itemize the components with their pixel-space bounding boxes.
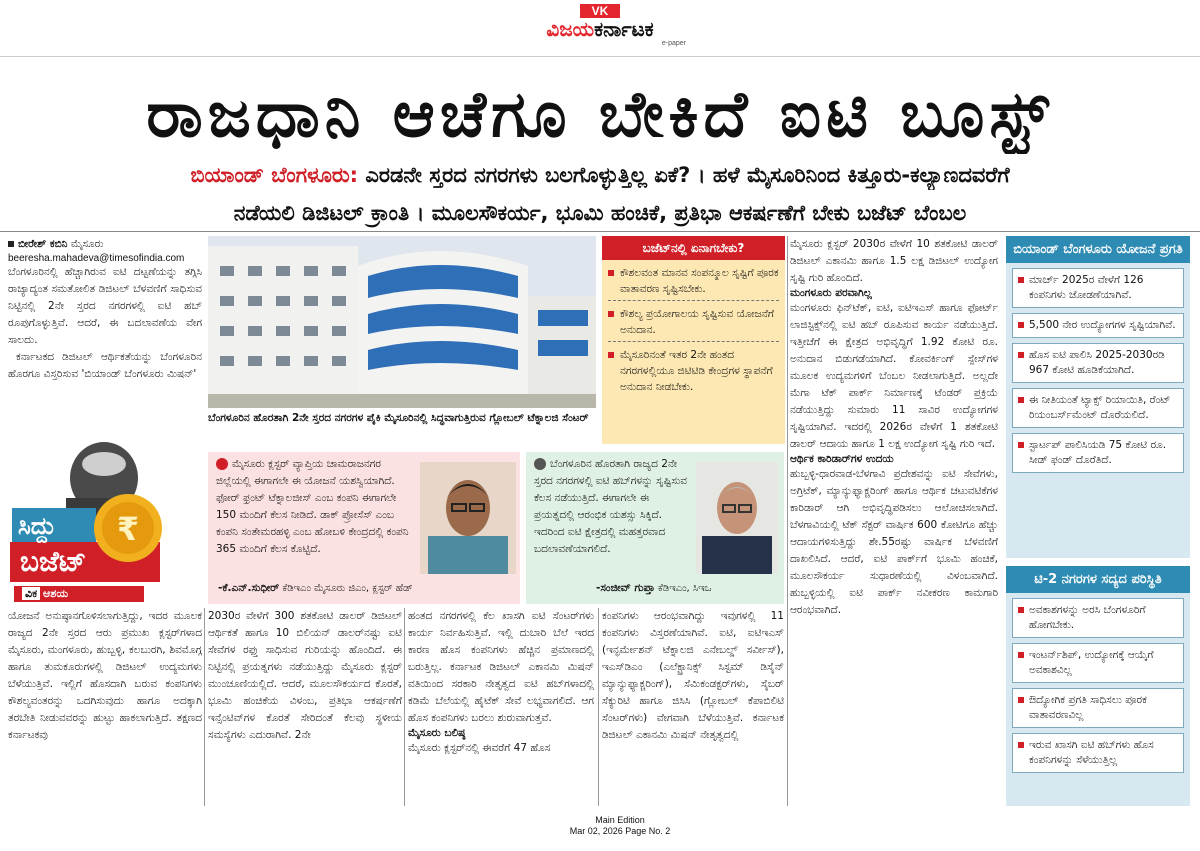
paragraph: ಹಂತದ ನಗರಗಳಲ್ಲಿ ಕೆಲ ಖಾಸಗಿ ಐಟಿ ಸೆಂಟರ್‌ಗಳು ಕಾರ್ಯ ನಿರ್ವಹಿಸುತ್ತಿವೆ. ಇಲ್ಲಿ ದುಬಾರಿ ಬೆಲೆ ಇರದ ಕಾರಣ ಹೊಸ ಕಂಪನಿಗಳು ಹೆಚ್ಚಿನ ಪ್ರಮಾಣದಲ್ಲಿ ಬರುತ್ತಿಲ್ಲ. ಕರ್ನಾಟಕ ಡಿಜಿಟಲ್ ಎಕಾನಮಿ ಮಿಷನ್ ವತಿಯಿಂದ ಸರಕಾರಿ ನೇತೃತ್ವದ ಐಟಿ ಹಬ್‌ಗಳಾದಲ್ಲಿ ಕಡಿಮೆ ಬೆಲೆಯಲ್ಲಿ ಹೈಟೆಕ್ ಸೇವೆ ಲಭ್ಯವಾಗಲಿದೆ. ಆಗ ಹೊಸ ಕಂಪನಿಗಳು ಬರಲು ಶುರುವಾಗುತ್ತವೆ. (408, 610, 594, 724)
date-page-label: Mar 02, 2026 Page No. 2 (569, 826, 671, 836)
beyond-bengaluru-progress-box (1006, 236, 1190, 558)
paragraph: ಮೈಸೂರು ಕ್ಲಸ್ಟರ್ 2030ರ ವೇಳೆಗೆ 10 ಶತಕೋಟಿ ಡಾಲರ್ ಡಿಜಿಟಲ್ ಎಕಾನಮಿ ಹಾಗೂ 1.5 ಲಕ್ಷ ಡಿಜಿಟಲ್ ಉದ್ಯೋಗ ಸೃಷ್ಟಿ ಗುರಿ ಹೊಂದಿದೆ. (790, 238, 998, 284)
bullet-dot (216, 458, 228, 470)
paragraph: ಬೆಂಗಳೂರಿನಲ್ಲಿ ಹೆಚ್ಚಾಗಿರುವ ಐಟಿ ದಟ್ಟಣೆಯನ್ನು ತಗ್ಗಿಸಿ ರಾಜ್ಯಾದ್ಯಂತ ಸಮತೋಲಿತ ಡಿಜಿಟಲ್ ಬೆಳವಣಿಗೆ ಸಾಧಿಸುವ ನಿಟ್ಟಿನಲ್ಲಿ 2ನೇ ಸ್ತರದ ನಗರಗಳಲ್ಲಿ ಐಟಿ ಹಬ್ ರೂಪುಗೊಳ್ಳುತ್ತಿವೆ. ಆದರೆ, ಈ ಬದಲಾವಣೆಯ ವೇಗ ಸಾಲದು. (8, 266, 202, 346)
column-4-bottom (602, 608, 784, 808)
budget-expectations-box (602, 236, 785, 444)
sidebar-title: ಬಿಯಾಂಡ್ ಬೆಂಗಳೂರು ಯೋಜನೆ ಪ್ರಗತಿ (1006, 236, 1190, 263)
paper-name: ವಿಜಯಕರ್ನಾಟಕ (546, 17, 654, 41)
column-2-bottom (208, 608, 402, 808)
building-illustration (208, 236, 596, 408)
column-divider (404, 608, 405, 806)
siddu-budget-logo (6, 438, 202, 602)
tech-center-photo (208, 236, 596, 408)
column-1-top (8, 236, 202, 436)
list-item: ಮಾರ್ಚ್ 2025ರ ವೇಳೆಗೆ 126 ಕಂಪನಿಗಳು ಜೋಡಣೆಯಾಗಿವೆ. (1012, 268, 1184, 308)
list-item: ಮೈಸೂರಿನಂತೆ ಇತರ 2ನೇ ಹಂತದ ನಗರಗಳಲ್ಲಿಯೂ ಜಿಟಿಟಿಡಿ ಕೇಂದ್ರಗಳ ಸ್ಥಾಪನೆಗೆ ಅನುದಾನ ನೀಡಬೇಕು. (608, 345, 779, 398)
quote-box-sudhir (208, 452, 520, 604)
list-item: ಕೌಶಲ್ಯ ಪ್ರಯೋಗಾಲಯ ಸೃಷ್ಟಿಸುವ ಯೋಜನೆಗೆ ಅನುದಾನ. (608, 304, 779, 342)
list-item: ಸ್ಟಾರ್ಟಪ್ ಪಾಲಿಸಿಯಡಿ 75 ಕೋಟಿ ರೂ. ಸೀಡ್ ಫಂಡ್ ದೊರೆತಿದೆ. (1012, 433, 1184, 473)
list-item: ಈ ನೀತಿಯಂತೆ ಟ್ಯಾಕ್ಸ್ ರಿಯಾಯಿತಿ, ರೆಂಟ್ ರಿಯಂಬರ್ಸ್‌ಮೆಂಟ್ ದೊರೆಯಲಿದೆ. (1012, 388, 1184, 428)
headline: ರಾಜಧಾನಿ ಆಚೆಗೂ ಬೇಕಿದೆ ಐಟಿ ಬೂಸ್ಟ್ (146, 78, 1054, 152)
deck-line-1: ಬಿಯಾಂಡ್ ಬೆಂಗಳೂರು: ಎರಡನೇ ಸ್ತರದ ನಗರಗಳು ಬಲಗೊಳ್ಳುತ್ತಿಲ್ಲ ಏಕೆ? । ಹಳೆ ಮೈಸೂರಿನಿಂದ ಕಿತ್ತೂರು-ಕಲ್ಯಾಣದವರೆಗೆ (190, 163, 1010, 187)
page-footer (540, 815, 700, 837)
list-item: ಕೌಶಲವಂತ ಮಾನವ ಸಂಪನ್ಮೂಲ ಸೃಷ್ಟಿಗೆ ಪೂರಕ ವಾತಾವರಣ ಸೃಷ್ಟಿಸಬೇಕು. (608, 263, 779, 301)
logo-word-1: ಸಿದ್ದು (18, 512, 57, 540)
deck-divider (0, 231, 1200, 232)
subheading: ಆರ್ಥಿಕ ಕಾರಿಡಾರ್‌ಗಳ ಉದಯ (790, 453, 894, 465)
masthead-subtitle: e-paper (661, 40, 686, 47)
column-1-bottom (8, 608, 202, 808)
paragraph: ಕಂಪನಿಗಳು ಆರಂಭವಾಗಿದ್ದು ಇವುಗಳಲ್ಲಿ 11 ಕಂಪನಿಗಳು ವಿಸ್ತರಣೆಯಾಗಿವೆ. ಐಟಿ, ಐಟಿಇಎಸ್ (ಇನ್ಫರ್ಮೇಶನ್ ಟೆಕ್ನಾಲಜಿ ಎನೇಬಲ್ಡ್ ಸರ್ವೀಸ್), ಇಎಸ್‌ಡಿಎಂ (ಎಲೆಕ್ಟ್ರಾನಿಕ್ಸ್ ಸಿಸ್ಟಮ್ ಡಿಸೈನ್ ಮ್ಯಾನ್ಯುಫ್ಯಾಕ್ಚರಿಂಗ್), ಸೆಮಿಕಂಡಕ್ಟರ್‌ಗಳು, ಸೈಬರ್ ಸೆಕ್ಯುರಿಟಿ ಹಾಗೂ ಜಿಸಿಸಿ (ಗ್ಲೋಬಲ್ ಕೆಪಾಬಿಲಿಟಿ ಸೆಂಟರ್‌ಗಳು) ವೇಗವಾಗಿ ಬೆಳೆಯುತ್ತಿವೆ. ಕರ್ನಾಟಕ ಡಿಜಿಟಲ್ ಎಕಾನಮಿ ಮಿಷನ್ ನೇತೃತ್ವದಲ್ಲಿ (602, 610, 784, 741)
paragraph: 2030ರ ವೇಳೆಗೆ 300 ಶತಕೋಟಿ ಡಾಲರ್ ಡಿಜಿಟಲ್ ಆರ್ಥಿಕತೆ ಹಾಗೂ 10 ಬಿಲಿಯನ್ ಡಾಲರ್‌ನಷ್ಟು ಐಟಿ ಸೇವೆಗಳ ರಫ್ತು ಸಾಧಿಸುವ ಗುರಿಯನ್ನು ಹೊಂದಿದೆ. ಈ ನಿಟ್ಟಿನಲ್ಲಿ ಪ್ರಯತ್ನಗಳು ನಡೆಯುತ್ತಿದ್ದು ಮೈಸೂರು ಕ್ಲಸ್ಟರ್ ಮುಂಚೂಣಿಯಲ್ಲಿದೆ. ಆದರೆ, ಮೂಲಸೌಕರ್ಯದ ಕೊರತೆ, ಭೂಮಿ ಹಂಚಿಕೆಯ ವಿಳಂಬ, ಪ್ರತಿಭಾ ಆಕರ್ಷಣೆಗೆ ಇನ್ಸೆಂಟಿವ್‌ಗಳ ಕೊರತೆ ಸೇರಿದಂತೆ ಕೆಲವು ಸ್ಥಳೀಯ ಸಮಸ್ಯೆಗಳು ಎದುರಾಗಿವೆ. 2ನೇ (208, 610, 402, 741)
paragraph: ಹುಬ್ಬಳ್ಳಿ-ಧಾರವಾಡ-ಬೆಳಗಾವಿ ಪ್ರದೇಶವನ್ನು ಐಟಿ ಸೇವೆಗಳು, ಅಗ್ರಿಟೆಕ್, ಮ್ಯಾನ್ಯುಫ್ಯಾಕ್ಚರಿಂಗ್ ಹಾಗೂ ಆರ್ಥಿಕ ಚಟುವಟಿಕೆಗಳ ಕಾರಿಡಾರ್ ಆಗಿ ಅಭಿವೃದ್ಧಿಪಡಿಸಲು ಆಲೋಚಿಸಲಾಗಿದೆ. ಬೆಳಗಾವಿಯಲ್ಲಿ ಟೆಕ್ ಸೆಕ್ಟರ್ ವಾರ್ಷಿಕ 600 ಕೋಟಿಗೂ ಹೆಚ್ಚು ಆದಾಯಗಳಿಸುತ್ತಿದ್ದು ಶೇ.55ರಷ್ಟು ವಾರ್ಷಿಕ ಬೆಳವಣಿಗೆ ದಾಖಲಿಸಿದೆ. ಆದರೆ, ಐಟಿ ಪಾರ್ಕ್‌ಗೆ ಭೂಮಿ ಹಂಚಿಕೆ, ಮೂಲಸೌಕರ್ಯ ಸುಧಾರಣೆಯಲ್ಲಿ ವಿಳಂಬವಾಗಿದೆ. ಹುಬ್ಬಳ್ಳಿಯಲ್ಲಿ ಐಟಿ ಪಾರ್ಕ್ ನವೀಕರಣ ಕಾಮಗಾರಿ ಆರಂಭವಾಗಿದೆ. (790, 468, 998, 616)
paragraph: ಕರ್ನಾಟಕದ ಡಿಜಿಟಲ್ ಆರ್ಥಿಕತೆಯನ್ನು ಬೆಂಗಳೂರಿನ ಹೊರಗೂ ವಿಸ್ತರಿಸುವ 'ಬಿಯಾಂಡ್ ಬೆಂಗಳೂರು ಮಿಷನ್' (8, 351, 202, 380)
masthead-divider (0, 56, 1200, 57)
logo-word-2: ಬಜೆಟ್ (20, 545, 87, 578)
list-item: ಇಂಟರ್ನ್‌ಶಿಪ್, ಉದ್ಯೋಗಕ್ಕೆ ಆಯ್ಕೆಗೆ ಅವಕಾಶವಿಲ್ಲ (1012, 643, 1184, 683)
budget-box-title: ಬಜೆಟ್‌ನಲ್ಲಿ ಏನಾಗಬೇಕು? (602, 236, 785, 260)
vk-ashaya-tag: ವಿಕ ಆಶಯ (14, 586, 144, 602)
list-item: 5,500 ನೇರ ಉದ್ಯೋಗಗಳ ಸೃಷ್ಟಿಯಾಗಿವೆ. (1012, 313, 1184, 338)
sidebar-title: ಟಿ-2 ನಗರಗಳ ಸದ್ಯದ ಪರಿಸ್ಥಿತಿ (1006, 566, 1190, 593)
deck-line-2: ನಡೆಯಲಿ ಡಿಜಿಟಲ್ ಕ್ರಾಂತಿ । ಮೂಲಸೌಕರ್ಯ, ಭೂಮಿ ಹಂಚಿಕೆ, ಪ್ರತಿಭಾ ಆಕರ್ಷಣೆಗೆ ಬೇಕು ಬಜೆಟ್ ಬೆಂಬಲ (233, 201, 967, 225)
quote-attribution: -ಸಂಜೀವ್ ಗುಪ್ತಾ ಕೆಡಿಇಎಂ, ಸಿಇಒ (596, 582, 712, 594)
list-item: ಔದ್ಯೋಗಿಕ ಪ್ರಗತಿ ಸಾಧಿಸಲು ಪೂರಕ ವಾತಾವರಣವಿಲ್ಲ (1012, 688, 1184, 728)
paragraph: ಯೋಜನೆ ಅನುಷ್ಠಾನಗೊಳಿಸಲಾಗುತ್ತಿದ್ದು, ಇದರ ಮೂಲಕ ರಾಜ್ಯದ 2ನೇ ಸ್ತರದ ಆರು ಪ್ರಮುಖ ಕ್ಲಸ್ಟರ್‌ಗಳಾದ ಮೈಸೂರು, ಮಂಗಳೂರು, ಹುಬ್ಬಳ್ಳಿ, ಕಲಬುರಗಿ, ಶಿವಮೊಗ್ಗ ಹಾಗೂ ತುಮಕೂರುಗಳಲ್ಲಿ ಡಿಜಿಟಲ್ ಉದ್ಯಮಗಳು ಬೆಳೆಯುತ್ತಿವೆ. ಇಲ್ಲಿಗೆ ಹೊಸದಾಗಿ ಬರುವ ಕಂಪನಿಗಳು ಕೌಶಲ್ಯವಂತರನ್ನು ಒದಗಿಸುವುದು ಹಾಗೂ ಅದಕ್ಕಾಗಿ ತರಬೇತಿ ನೀಡುವವರನ್ನು ಹುಟ್ಟು ಹಾಕಲಾಗುತ್ತಿದೆ. ತಕ್ಷಣದ ಕರ್ನಾಟಕವು (8, 610, 202, 741)
column-5 (790, 236, 998, 810)
list-item: ಇರುವ ಖಾಸಗಿ ಐಟಿ ಹಬ್‌ಗಳು ಹೊಸ ಕಂಪನಿಗಳನ್ನು ಸೆಳೆಯುತ್ತಿಲ್ಲ (1012, 733, 1184, 773)
quote-text: ಬೆಂಗಳೂರಿನ ಹೊರತಾಗಿ ರಾಜ್ಯದ 2ನೇ ಸ್ತರದ ನಗರಗಳಲ್ಲಿ ಐಟಿ ಹಬ್‌ಗಳನ್ನು ಸೃಷ್ಟಿಸುವ ಕೆಲಸ ನಡೆಯುತ್ತಿದೆ. ಈಗಾಗಲೇ ಈ ಪ್ರಯತ್ನದಲ್ಲಿ ಆರಂಭಿಕ ಯಶಸ್ಸು ಸಿಕ್ಕಿದೆ. ಇದರಿಂದ ಐಟಿ ಕ್ಷೇತ್ರದಲ್ಲಿ ಮಹತ್ತರವಾದ ಬದಲಾವಣೆಯಾಗಲಿದೆ. (534, 458, 688, 555)
deck-kicker: ಬಿಯಾಂಡ್ ಬೆಂಗಳೂರು: (190, 163, 359, 187)
sudhir-portrait (420, 462, 516, 574)
edition-label: Main Edition (595, 815, 645, 825)
byline-place: ಮೈಸೂರು (70, 238, 104, 250)
bullet-dot (534, 458, 546, 470)
column-3-bottom (408, 608, 594, 808)
photo-caption: ಬೆಂಗಳೂರಿನ ಹೊರತಾಗಿ 2ನೇ ಸ್ತರದ ನಗರಗಳ ಪೈಕಿ ಮೈಸೂರಿನಲ್ಲಿ ಸಿದ್ಧವಾಗುತ್ತಿರುವ ಗ್ಲೋಬಲ್ ಟೆಕ್ನಾಲಜಿ ಸೆಂಟರ್ (208, 412, 589, 424)
byline-email: beeresha.mahadeva@timesofindia.com (8, 253, 185, 264)
subheading: ಮೈಸೂರು ಬಲಿಷ್ಠ (408, 727, 466, 739)
list-item: ಹೊಸ ಐಟಿ ಪಾಲಿಸಿ 2025-2030ರಡಿ 967 ಕೋಟಿ ಹೂಡಿಕೆಯಾಗಿದೆ. (1012, 343, 1184, 383)
column-divider (598, 608, 599, 806)
quote-text: ಮೈಸೂರು ಕ್ಲಸ್ಟರ್ ವ್ಯಾಪ್ತಿಯ ಚಾಮರಾಜನಗರ ಜಿಲ್ಲೆಯಲ್ಲಿ ಈಗಾಗಲೇ ಈ ಯೋಜನೆ ಯಶಸ್ವಿಯಾಗಿದೆ. ಫೋರ್ ಫ್ರಂಟ್ ಟೆಕ್ನಾಲಜೀಸ್ ಎಂಬ ಕಂಪನಿ ಈಗಾಗಲೇ 150 ಮಂದಿಗೆ ಕೆಲಸ ನೀಡಿದೆ. ಡಾಕ್ ಪ್ರೋಸೆಸ್ ಎಂಬ ಕಂಪನಿ ಸಂತೇಮರಹಳ್ಳಿ ಎಂಬ ಹೋಬಳಿ ಕೇಂದ್ರದಲ್ಲಿ ಕಂಪನಿ 365 ಮಂದಿಗೆ ಕೆಲಸ ಕೊಟ್ಟಿದೆ. (216, 458, 409, 555)
column-divider (787, 236, 788, 806)
paragraph: ಮಂಗಳೂರು ಫಿನ್‌ಟೆಕ್, ಐಟಿ, ಐಟಿಇಎಸ್ ಹಾಗೂ ಫೋರ್ಟ್ ಲಾಜಿಸ್ಟಿಕ್ಸ್‌ನಲ್ಲಿ ಐಟಿ ಹಬ್ ರೂಪಿಸುವ ಕಾರ್ಯ ನಡೆಯುತ್ತಿದೆ. ಇತ್ತೀಚೆಗೆ ಈ ಕ್ಷೇತ್ರದ ಅಭಿವೃದ್ಧಿಗೆ 1.92 ಕೋಟಿ ರೂ. ಅನುದಾನ ಬಿಡುಗಡೆಯಾಗಿದೆ. ಕೋವರ್ಕಿಂಗ್ ಸ್ಪೇಸ್‌ಗಳ ಮೂಲಕ ಉದ್ಯಮಗಳಿಗೆ ಬೆಂಬಲ ನೀಡಲಾಗುತ್ತಿದೆ. ಅಲ್ಲದೇ ಮೆಗಾ ಟೆಕ್ ಪಾರ್ಕ್ ನಿರ್ಮಾಣಕ್ಕೆ ಟೆಂಡರ್ ಪ್ರಕ್ರಿಯೆ ನಡೆಯುತ್ತಿದ್ದು ಸುಮಾರು 11 ಸಾವಿರ ಉದ್ಯೋಗಗಳ ಸೃಷ್ಟಿಯಾಗಿವೆ. ಇದರಲ್ಲಿ 2026ರ ವೇಳೆಗೆ 1 ಶತಕೋಟಿ ಡಾಲರ್ ಆದಾಯ ಹಾಗೂ 1 ಲಕ್ಷ ಉದ್ಯೋಗ ಸೃಷ್ಟಿ ಗುರಿ ಇದೆ. (790, 302, 998, 450)
column-divider (204, 608, 205, 806)
quote-attribution: -ಕೆ.ಎನ್.ಸುಧೀರ್ ಕೆಡಿಇಎಂ ಮೈಸೂರು ಜಿಎಂ, ಕ್ಲಸ್ಟರ್ ಹೆಡ್ (218, 582, 413, 594)
quote-box-sanjeev (526, 452, 784, 604)
vk-badge: VK (580, 4, 620, 18)
list-item: ಅವಕಾಶಗಳನ್ನು ಅರಸಿ ಬೆಂಗಳೂರಿಗೆ ಹೋಗಬೇಕು. (1012, 598, 1184, 638)
t2-cities-status-box (1006, 566, 1190, 806)
masthead-logo (508, 4, 692, 48)
subheading: ಮಂಗಳೂರು ಪರವಾಗಿಲ್ಲ (790, 287, 872, 299)
svg-text:₹: ₹ (116, 510, 140, 548)
sanjeev-portrait (696, 462, 778, 574)
byline: ಬೀರೇಶ್ ಕಬಿನಿ (8, 238, 68, 250)
paragraph: ಮೈಸೂರು ಕ್ಲಸ್ಟರ್‌ನಲ್ಲಿ ಈವರೆಗೆ 47 ಹೊಸ (408, 742, 551, 754)
